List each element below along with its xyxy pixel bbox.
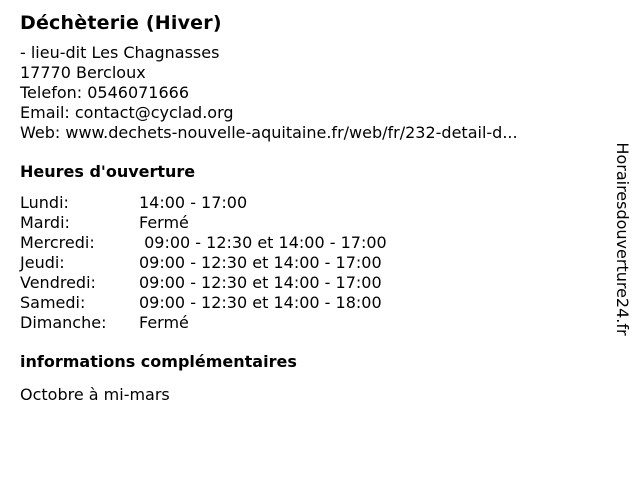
- time-value: 14:00 - 17:00: [139, 193, 248, 212]
- additional-info-text: Octobre à mi-mars: [20, 385, 170, 404]
- time-value: 09:00 - 12:30 et 14:00 - 17:00: [139, 253, 382, 272]
- website-line[interactable]: Web: www.dechets-nouvelle-aquitaine.fr/web/fr/232-detail-d...: [20, 123, 518, 142]
- opening-hours-heading: Heures d'ouverture: [20, 162, 196, 181]
- facility-details: [20, 10, 600, 405]
- hours-row-friday: [20, 273, 600, 293]
- address-city: 17770 Bercloux: [20, 63, 146, 82]
- time-value: Fermé: [139, 313, 189, 332]
- time-value: 09:00 - 12:30 et 14:00 - 17:00: [139, 273, 382, 292]
- address-block: [20, 43, 600, 143]
- time-value: 09:00 - 12:30 et 14:00 - 17:00: [139, 233, 387, 252]
- day-label: Jeudi:: [20, 253, 65, 272]
- day-label: Mardi:: [20, 213, 70, 232]
- day-label: Samedi:: [20, 293, 86, 312]
- day-label: Vendredi:: [20, 273, 96, 292]
- day-label: Mercredi:: [20, 233, 95, 252]
- address-street: - lieu-dit Les Chagnasses: [20, 43, 220, 62]
- day-label: Lundi:: [20, 193, 69, 212]
- email-line: Email: contact@cyclad.org: [20, 103, 234, 122]
- day-label: Dimanche:: [20, 313, 107, 332]
- page-title: Déchèterie (Hiver): [20, 12, 222, 34]
- hours-row-tuesday: [20, 213, 600, 233]
- time-value: Fermé: [139, 213, 189, 232]
- additional-info-heading: informations complémentaires: [20, 352, 297, 371]
- hours-row-wednesday: [20, 233, 600, 253]
- phone-line: Telefon: 0546071666: [20, 83, 190, 102]
- hours-row-thursday: [20, 253, 600, 273]
- hours-row-monday: [20, 193, 600, 213]
- hours-row-saturday: [20, 293, 600, 313]
- time-value: 09:00 - 12:30 et 14:00 - 18:00: [139, 293, 382, 312]
- hours-row-sunday: [20, 313, 600, 333]
- opening-hours-table: [20, 193, 600, 333]
- site-watermark: Horairesdouverture24.fr: [613, 142, 632, 336]
